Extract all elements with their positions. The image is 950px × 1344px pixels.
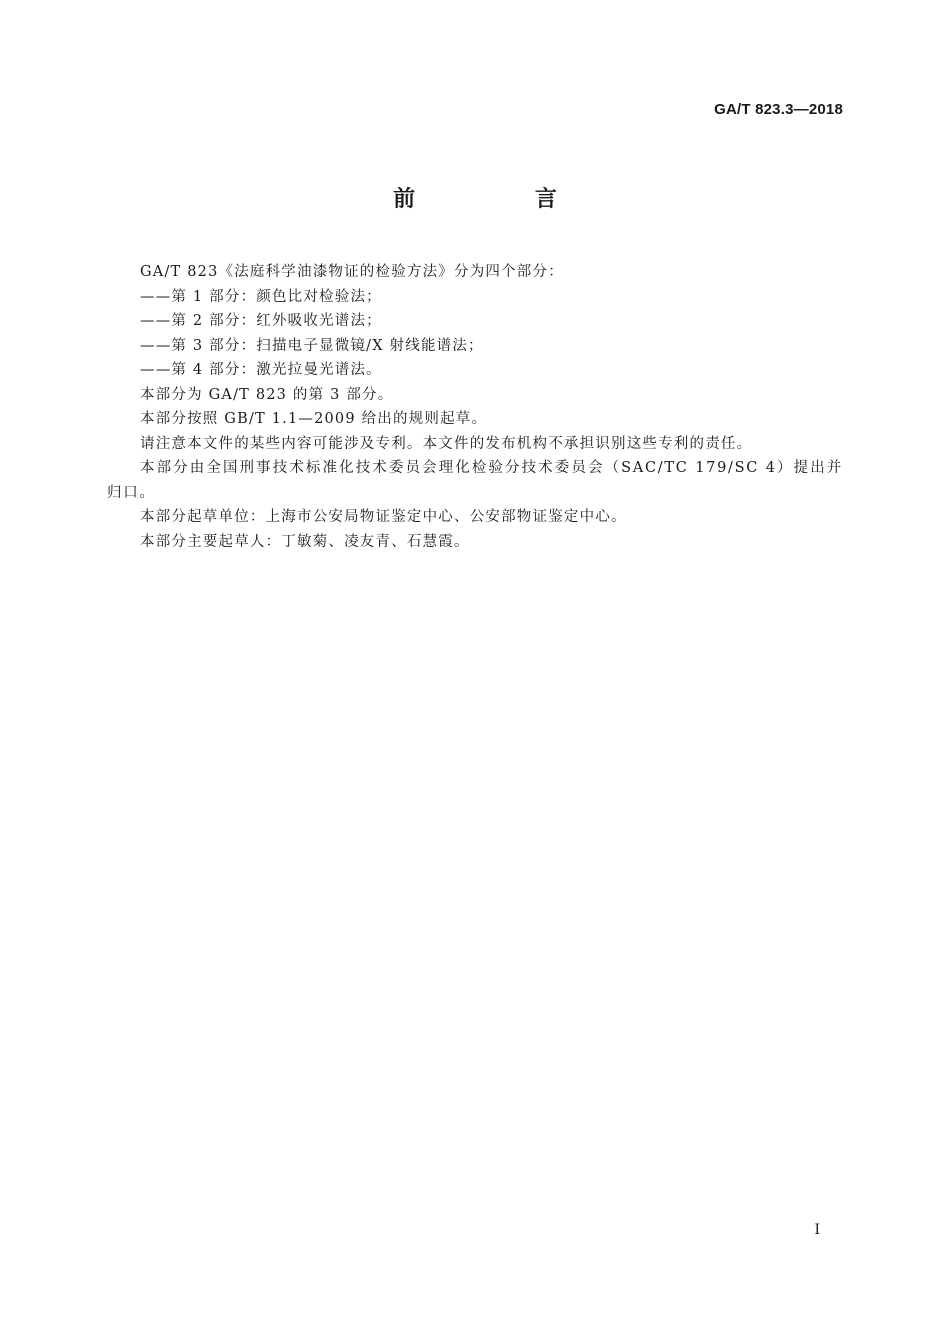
page-title: 前 言 [393,187,613,212]
paragraph-drafting-units: 本部分起草单位：上海市公安局物证鉴定中心、公安部物证鉴定中心。 [140,509,627,525]
paragraph-this-part: 本部分为 GA/T 823 的第 3 部分。 [140,386,394,403]
paragraph-part-1: ——第 1 部分：颜色比对检验法； [140,288,382,305]
page-number: I [814,1222,820,1238]
paragraph-drafters: 本部分主要起草人：丁敏菊、凌友青、石慧霞。 [140,533,470,550]
paragraph-part-3: ——第 3 部分：扫描电子显微镜/X 射线能谱法； [140,337,484,354]
paragraph-intro: GA/T 823《法庭科学油漆物证的检验方法》分为四个部分： [140,264,564,280]
paragraph-proposer: 本部分由全国刑事技术标准化技术委员会理化检验分技术委员会（SAC/TC 179/SC 4）提出并归口。 [107,460,843,501]
paragraph-part-2: ——第 2 部分：红外吸收光谱法； [140,313,382,329]
document-code: GA/T 823.3—2018 [714,101,843,118]
paragraph-part-4: ——第 4 部分：激光拉曼光谱法。 [140,362,382,378]
paragraph-patent-notice: 请注意本文件的某些内容可能涉及专利。本文件的发布机构不承担识别这些专利的责任。 [140,435,753,452]
paragraph-drafting-rules: 本部分按照 GB/T 1.1—2009 给出的规则起草。 [140,411,488,427]
foreword-body [107,260,843,554]
